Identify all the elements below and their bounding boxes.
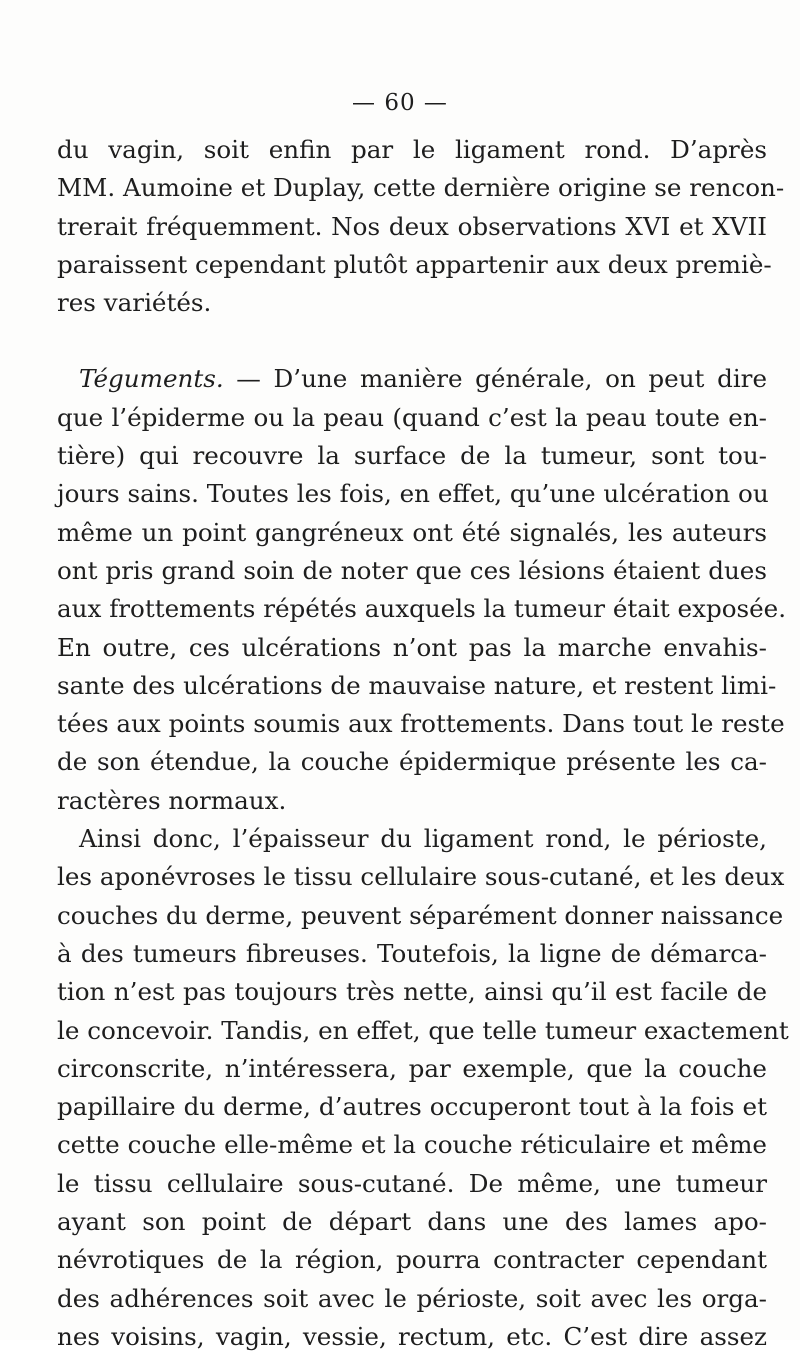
paragraph-teguments <box>57 360 787 820</box>
text-line: Ainsi donc, l’épaisseur du ligament rond, le périoste, <box>79 824 767 854</box>
text-line: à des tumeurs fibreuses. Toutefois, la ligne de démarca- <box>57 938 767 968</box>
text-line: trerait fréquemment. Nos deux observations XVI et XVII <box>57 211 767 241</box>
text-line: le concevoir. Tandis, en effet, que telle tumeur exactement <box>57 1015 789 1045</box>
text-line: des adhérences soit avec le périoste, soit avec les orga- <box>57 1283 767 1313</box>
text-line: En outre, ces ulcérations n’ont pas la marche envahis- <box>57 632 767 662</box>
text-line-run-in <box>57 360 767 398</box>
text-line: MM. Aumoine et Duplay, cette dernière origine se rencon- <box>57 173 785 203</box>
text-line: tion n’est pas toujours très nette, ainsi qu’il est facile de <box>57 977 767 1007</box>
text-line: les aponévroses le tissu cellulaire sous-cutané, et les deux <box>57 862 785 892</box>
text-line: circonscrite, n’intéressera, par exemple, que la couche <box>57 1053 767 1083</box>
text-line: ayant son point de départ dans une des lames apo- <box>57 1207 767 1237</box>
text-line: sante des ulcérations de mauvaise nature, et restent limi- <box>57 670 777 700</box>
text-line: jours sains. Toutes les fois, en effet, qu’une ulcération ou <box>57 479 769 509</box>
text-line: de son étendue, la couche épidermique présente les ca- <box>57 747 767 777</box>
text-line: aux frottements répétés auxquels la tumeur était exposée. <box>57 594 787 624</box>
text-line: que l’épiderme ou la peau (quand c’est la peau toute en- <box>57 402 767 432</box>
text-line: ont pris grand soin de noter que ces lésions étaient dues <box>57 555 767 585</box>
text-line: tées aux points soumis aux frottements. Dans tout le reste <box>57 709 785 739</box>
text-line: du vagin, soit enfin par le ligament rond. D’après <box>57 135 767 164</box>
text-line: tière) qui recouvre la surface de la tumeur, sont tou- <box>57 441 767 471</box>
page-number: — 60 — <box>352 90 448 116</box>
text-line: nes voisins, vagin, vessie, rectum, etc. C’est dire assez <box>57 1321 767 1351</box>
text-line: papillaire du derme, d’autres occuperont tout à la fois et <box>57 1092 767 1122</box>
text-line: paraissent cependant plutôt appartenir aux deux premiè- <box>57 249 772 279</box>
text-line: le tissu cellulaire sous-cutané. De même, une tumeur <box>57 1168 767 1198</box>
text-line: même un point gangréneux ont été signalés, les auteurs <box>57 517 767 547</box>
text-line: ractères normaux. <box>57 785 287 815</box>
section-run-in-heading: Téguments. <box>79 364 224 394</box>
text-line: cette couche elle-même et la couche réticulaire et même <box>57 1130 767 1160</box>
text-line: res variétés. <box>57 288 212 318</box>
body-text <box>57 131 789 1356</box>
paragraph-1 <box>57 131 785 322</box>
text-line: névrotiques de la région, pourra contracter cependant <box>57 1245 767 1275</box>
text-line-tail: — D’une manière générale, on peut dire <box>223 364 767 394</box>
paragraph-spacer <box>57 322 767 360</box>
paragraph-3 <box>57 820 789 1356</box>
text-line: couches du derme, peuvent séparément donner naissance <box>57 900 784 930</box>
